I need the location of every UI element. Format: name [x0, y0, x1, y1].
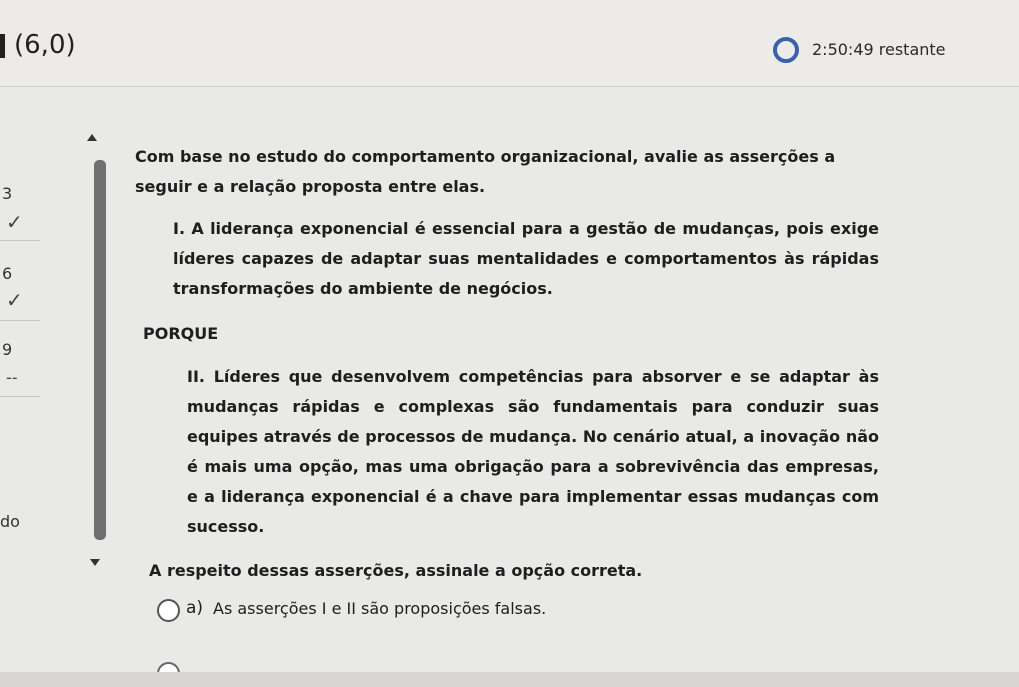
answered-check-icon: ✓ — [6, 288, 23, 312]
scrollbar-thumb[interactable] — [94, 160, 106, 540]
answered-check-icon: ✓ — [6, 210, 23, 234]
assertion-1: I. A liderança exponencial é essencial para a gestão de mudanças, pois exige líderes capazes de adaptar suas mentalidades e comportamentos às rápidas transformações do ambiente de negócios. — [173, 219, 879, 298]
connector-porque: PORQUE — [143, 324, 219, 343]
question-nav-item-3[interactable]: 3 — [2, 184, 13, 203]
bottom-edge — [0, 672, 1019, 687]
question-intro: Com base no estudo do comportamento organizacional, avalie as asserções a seguir e a relação proposta entre elas. — [135, 147, 836, 196]
timer-remaining: 2:50:49 restante — [812, 40, 946, 59]
option-letter: a) — [186, 598, 204, 618]
score-display: (6,0) — [14, 30, 76, 60]
top-bar — [0, 0, 1019, 87]
scroll-up-arrow-icon[interactable] — [87, 134, 97, 141]
question-content — [135, 142, 879, 584]
question-navigator — [0, 150, 80, 550]
radio-button[interactable] — [157, 599, 180, 622]
nav-divider — [0, 320, 40, 321]
scroll-down-arrow-icon[interactable] — [90, 559, 100, 566]
nav-divider — [0, 396, 40, 397]
question-nav-item-6[interactable]: 6 — [2, 264, 13, 283]
unanswered-dash-icon: -- — [6, 368, 18, 387]
sidebar-partial-label: do — [0, 512, 20, 531]
timer-icon — [773, 37, 799, 63]
option-text: As asserções I e II são proposições falsas. — [213, 599, 547, 618]
question-prompt: A respeito dessas asserções, assinale a opção correta. — [149, 561, 643, 580]
question-nav-item-9[interactable]: 9 — [2, 340, 13, 359]
answer-option-a[interactable] — [157, 597, 757, 625]
nav-divider — [0, 240, 40, 241]
assertion-2: II. Líderes que desenvolvem competências para absorver e se adaptar às mudanças rápidas e complexas são fundamentais para conduzir suas equipes através de processos de mudança. No cenário atual, a inovação não é mais uma opção, mas uma obrigação para a sobrevivência das empresas, e a liderança exponencial é a chave para implementar essas mudanças com sucesso. — [187, 367, 879, 536]
score-marker — [0, 34, 5, 58]
